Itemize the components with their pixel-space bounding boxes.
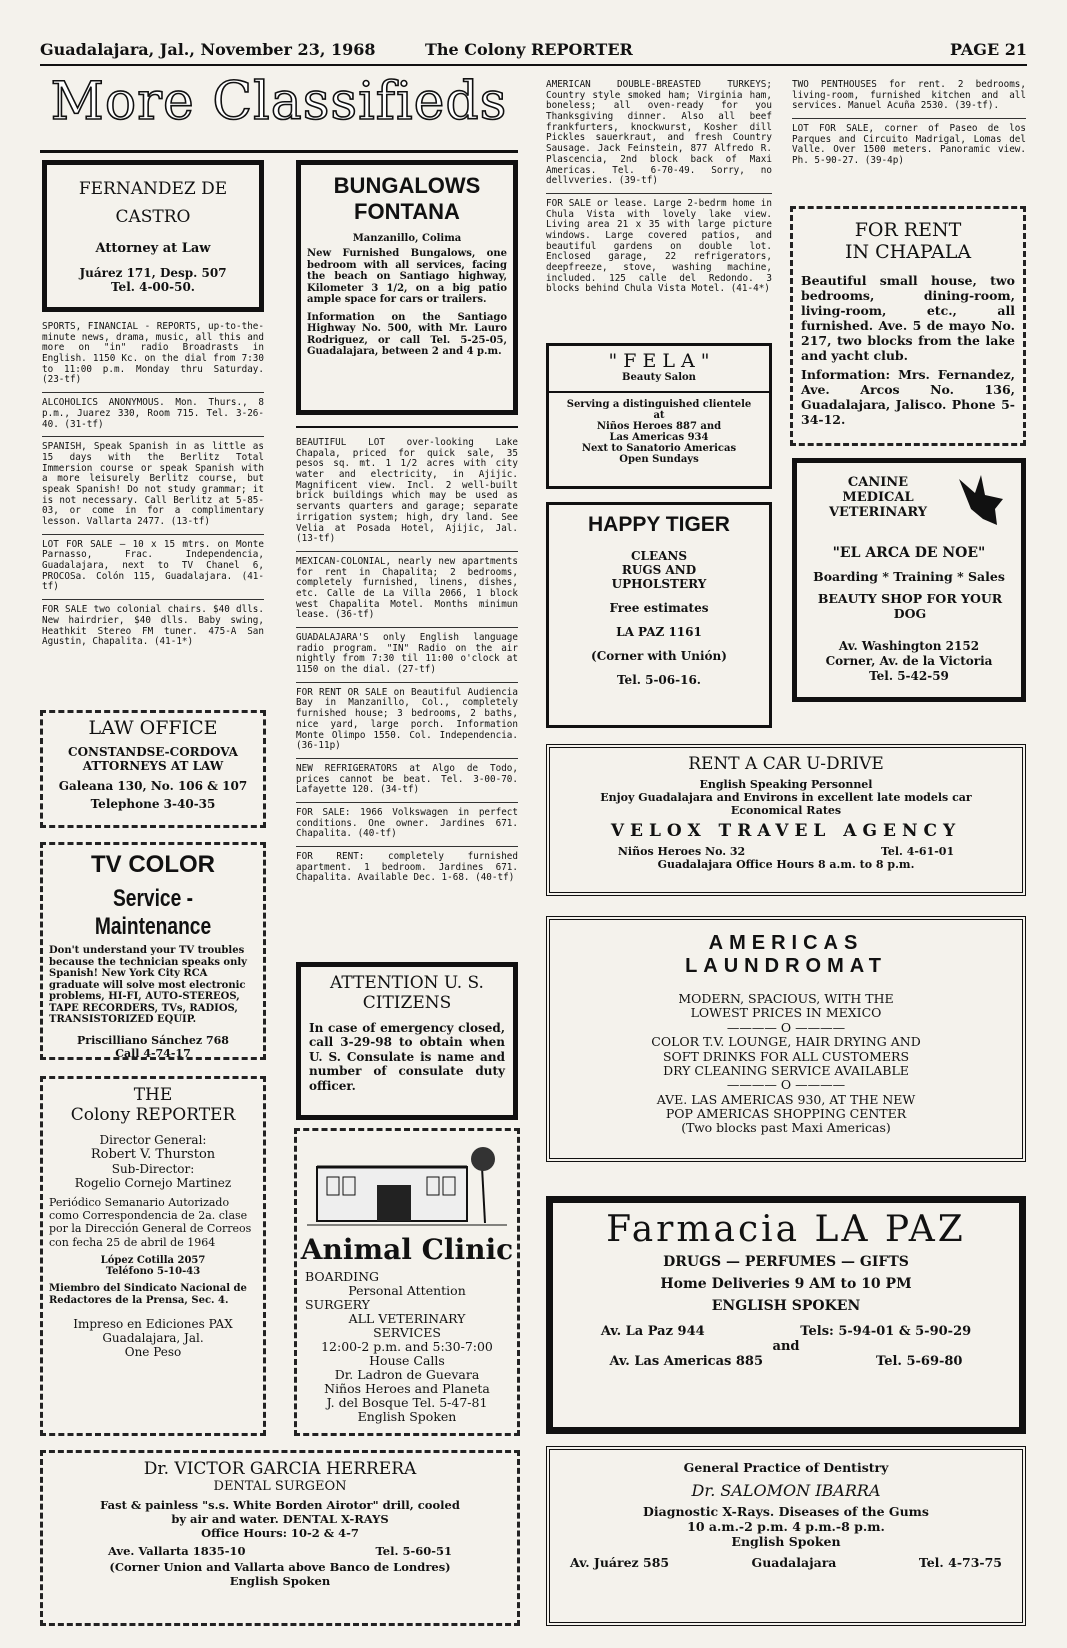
- farmacia-ad: [546, 1196, 1026, 1434]
- rentacar-agency: VELOX TRAVEL AGENCY: [610, 821, 962, 841]
- masthead-name: Colony REPORTER: [70, 1105, 236, 1125]
- animal-l2: Personal Attention: [348, 1283, 466, 1298]
- ibarra-addr: Av. Juárez 585: [570, 1555, 670, 1570]
- ibarra-l3: 10 a.m.-2 p.m. 4 p.m.-8 p.m.: [687, 1519, 885, 1534]
- animal-l1: BOARDING: [305, 1269, 379, 1284]
- divider: [42, 392, 264, 393]
- garcia-l2: by air and water. DENTAL X-RAYS: [171, 1512, 389, 1526]
- fela-serving: Serving a distinguished clientele: [566, 399, 752, 410]
- fela-ad: [546, 343, 772, 489]
- laundromat-o1: ———— O ————: [726, 1019, 846, 1035]
- farmacia-row1: [553, 1324, 1019, 1339]
- law-office-sub: ATTORNEYS AT LAW: [82, 759, 224, 773]
- classified-item: SPANISH, Speak Spanish in as little as 15 days with the Berlitz Total Immersion course or speak Spanish with a more leisurely Berlitz course, but speak Spanish! Do not study grammar; it is not necessary. Call Berlitz at 5-85-03, or come in for a complimentary lesson. Vallarta 2477. (13-tf): [42, 441, 264, 527]
- tiger-l2: RUGS AND: [621, 563, 697, 577]
- title-rule: [40, 150, 518, 153]
- classified-item: MEXICAN-COLONIAL, nearly new apartments for rent in Chapalita; 2 bedrooms, completely furnished, linens, dishes, etc. Calle de La Villa 2066, 1 block west Chapalita Motel. Months minimun lease. (36-tf): [296, 555, 518, 621]
- laundromat-l6: AVE. LAS AMERICAS 930, AT THE NEW: [656, 1091, 916, 1107]
- rentacar-hours: Guadalajara Office Hours 8 a.m. to 8 p.m.: [657, 858, 915, 871]
- divider: [296, 758, 518, 759]
- tv-name: Priscilliano Sánchez 768: [77, 1033, 229, 1047]
- divider: [296, 682, 518, 683]
- canine-addr: Av. Washington 2152: [838, 639, 980, 653]
- tiger-title: HAPPY TIGER: [588, 513, 730, 536]
- garcia-l3: Office Hours: 10-2 & 4-7: [201, 1526, 359, 1540]
- tiger-l6: (Corner with Unión): [591, 649, 727, 663]
- farmacia-t2: Tel. 5-69-80: [876, 1354, 963, 1369]
- divider: [42, 534, 264, 535]
- divider: [296, 627, 518, 628]
- animal-clinic-title: Animal Clinic: [300, 1233, 514, 1266]
- animal-l9: Niños Heroes and Planeta: [324, 1381, 490, 1396]
- ibarra-l4: English Spoken: [731, 1534, 841, 1549]
- laundromat-l1: MODERN, SPACIOUS, WITH THE: [678, 991, 894, 1006]
- laundromat-l5: DRY CLEANING SERVICE AVAILABLE: [663, 1062, 909, 1078]
- divider: [296, 802, 518, 803]
- bungalows-title2: FONTANA: [354, 199, 460, 224]
- ibarra-address-row: [550, 1549, 1022, 1570]
- law-office-title: LAW OFFICE: [88, 717, 218, 739]
- masthead-dir-name: Robert V. Thurston: [90, 1147, 216, 1162]
- masthead-address: López Cotilla 2057: [100, 1254, 206, 1266]
- header-page-number: PAGE 21: [950, 40, 1027, 59]
- fela-title: " F E L A ": [608, 350, 710, 372]
- garcia-name: Dr. VICTOR GARCIA HERRERA: [143, 1459, 417, 1479]
- classified-item: FOR RENT OR SALE on Beautiful Audiencia Bay in Manzanillo, Col., completely furnished house; 3 bedrooms, 2 baths, nice yard, large porch. Information Monte Olimpo 1550. Col. Independencia. (36-11p): [296, 686, 518, 752]
- masthead-city: Guadalajara, Jal.: [102, 1330, 204, 1345]
- divider: [296, 551, 518, 552]
- laundromat-l4: SOFT DRINKS FOR ALL CUSTOMERS: [662, 1048, 910, 1064]
- rentacar-l1: English Speaking Personnel: [699, 778, 873, 791]
- classified-item: AMERICAN DOUBLE-BREASTED TURKEYS; Country style smoked ham; Virginia ham, boneless; all oven-ready for you Thanksgiving dinner. Also all beef frankfurters, knockwurst, Kosher dill Pickles sauerkraut, and fresh Country Sausage. Jack Feinstein, 877 Alfredo R. Plascencia, 2nd block back of Maxi Americas. Tel. 6-70-49. Sorry, no dellvveries. (39-tf): [546, 79, 772, 187]
- masthead-the: THE: [133, 1085, 173, 1105]
- animal-l7: House Calls: [369, 1353, 445, 1368]
- farmacia-and: and: [772, 1339, 800, 1354]
- rentacar-address-row: [550, 845, 1022, 858]
- ibarra-city: Guadalajara: [751, 1555, 837, 1570]
- masthead-sub-label: Sub-Director:: [111, 1162, 195, 1176]
- header-dateline: Guadalajara, Jal., November 23, 1968: [40, 40, 376, 59]
- laundromat-l3: COLOR T.V. LOUNGE, HAIR DRYING AND: [651, 1034, 921, 1050]
- page-header: [40, 40, 1027, 66]
- fela-addr2: Las Americas 934: [609, 432, 709, 443]
- farmacia-a1: Av. La Paz 944: [600, 1324, 705, 1339]
- rentacar-title: RENT A CAR U-DRIVE: [688, 754, 884, 774]
- animal-l3: SURGERY: [305, 1297, 370, 1312]
- bungalows-body: New Furnished Bungalows, one bedroom with all services, facing the beach on Santiago highway, Kilometer 3 1/2, on a big patio ample space for cars or trailers.: [307, 248, 507, 305]
- animal-l11: English Spoken: [357, 1409, 457, 1424]
- chapala-body: Beautiful small house, two bedrooms, dining-room, living-room, etc., all furnished. Ave. 5 de mayo No. 217, two blocks from the lake and yacht club.: [801, 273, 1015, 363]
- clinic-building-illustration: [307, 1137, 507, 1231]
- classified-item: TWO PENTHOUSES for rent. 2 bedrooms, living-room, furnished kitchen and all services. Manuel Acuña 2530. (39-tf).: [792, 79, 1026, 112]
- tv-title: TV COLOR: [91, 851, 215, 878]
- canine-services: Boarding * Training * Sales: [813, 569, 1005, 584]
- chapala-info: Information: Mrs. Fernandez, Ave. Arcos No. 136, Guadalajara, Jalisco. Phone 5-34-12.: [801, 367, 1015, 427]
- masthead-miembro: Miembro del Sindicato Nacional de Redactores de la Prensa, Sec. 4.: [49, 1282, 247, 1306]
- tiger-l5: LA PAZ 1161: [616, 625, 702, 639]
- garcia-l1: Fast & painless "s.s. White Borden Airotor" drill, cooled: [100, 1498, 460, 1512]
- classified-item: FOR RENT: completely furnished apartment. 1 bedroom. Jardines 671. Chapalita. Available Dec. 1-68. (40-tf): [296, 851, 518, 884]
- divider: [296, 846, 518, 847]
- masthead-sub-name: Rogelio Cornejo Martinez: [74, 1176, 232, 1190]
- canine-corner: Corner, Av. de la Victoria: [825, 654, 993, 668]
- masthead-telefono: Teléfono 5-10-43: [105, 1265, 201, 1277]
- law-office-firm: CONSTANDSE-CORDOVA: [68, 745, 238, 759]
- laundromat-l8: (Two blocks past Maxi Americas): [681, 1120, 891, 1136]
- garcia-tel: Tel. 5-60-51: [375, 1544, 453, 1558]
- attention-title1: ATTENTION U. S.: [330, 973, 484, 993]
- laundromat-ad: [546, 916, 1026, 1162]
- laundromat-l7: POP AMERICAS SHOPPING CENTER: [665, 1106, 907, 1121]
- laundromat-o2: ———— O ————: [726, 1077, 846, 1093]
- classified-item: BEAUTIFUL LOT over-looking Lake Chapala, priced for quick sale, 35 pesos sq. mt. 1 1/2 acres with city water and electricity, in Ajijic. Magnificent view. Incl. 2 well-built brick buildings which may be used as servants quarters and garage; separate irrigation system; high, dry land. See Velia at Posada Hotel, Ajijic, Jal. (13-tf): [296, 437, 518, 545]
- garcia-ad: [40, 1450, 520, 1626]
- farmacia-title: Farmacia LA PAZ: [606, 1209, 966, 1250]
- ibarra-tel: Tel. 4-73-75: [918, 1555, 1002, 1570]
- col2-classifieds: [296, 438, 518, 890]
- divider: [296, 426, 518, 428]
- tv-color-ad: [40, 842, 266, 1060]
- garcia-corner: (Corner Union and Vallarta above Banco de Londres): [109, 1560, 451, 1574]
- classified-item: SPORTS, FINANCIAL - REPORTS, up-to-the-minute news, drama, music, all this and more on "in" radio Broadrasts in English. 1150 Kc. on the dial from 7:30 to 11:00 p.m. Monday thru Saturday. (23-tf): [42, 321, 264, 386]
- classified-item: LOT FOR SALE — 10 x 15 mtrs. on Monte Parnasso, Frac. Independencia, Guadalajara, next to TV Chanel 6, PROCOSa. Colón 115, Guadalajara. (41-tf): [42, 538, 264, 593]
- canine-tel: Tel. 5-42-59: [869, 669, 949, 683]
- col3-classifieds: [546, 80, 772, 301]
- bungalows-info: Information on the Santiago Highway No. 500, with Mr. Lauro Rodriguez, or call Tel. 5-25-05, Guadalajara, between 2 and 4 p.m.: [307, 311, 507, 357]
- classified-item: FOR SALE: 1966 Volkswagen in perfect conditions. One owner. Jardines 671. Chapalita. (40-tf): [296, 806, 518, 840]
- masthead-price: One Peso: [124, 1344, 182, 1359]
- farmacia-row2: [553, 1354, 1019, 1369]
- section-title: More Classifieds: [50, 72, 508, 132]
- rentacar-addr: Niños Heroes No. 32: [617, 845, 746, 858]
- divider: [549, 391, 769, 393]
- classified-item: LOT FOR SALE, corner of Paseo de los Parques and Circuito Madrigal, Lomas del Valle. Over 1500 meters. Panoramic view. Ph. 5-90-27. (39-4p): [792, 123, 1026, 167]
- bungalows-title1: BUNGALOWS: [333, 173, 481, 198]
- fernandez-name2: CASTRO: [115, 207, 191, 227]
- classified-item: GUADALAJARA'S only English language radio program. "IN" Radio on the air nightly from 7:30 til 11:00 o'clock at 1150 on the dial. (27-tf): [296, 632, 518, 676]
- laundromat-l2: LOWEST PRICES IN MEXICO: [690, 1005, 882, 1021]
- classified-item: NEW REFRIGERATORS at Algo de Todo, prices cannot be beat. Tel. 3-00-70. Lafayette 120. (34-tf): [296, 762, 518, 796]
- bungalows-place: Manzanillo, Colima: [352, 233, 462, 244]
- fernandez-tel: Tel. 4-00-50.: [111, 280, 195, 294]
- chapala-ad: [790, 206, 1026, 446]
- canine-ad: [792, 458, 1026, 702]
- dog-head-icon: [951, 469, 1011, 529]
- chapala-title2: IN CHAPALA: [844, 241, 972, 263]
- rentacar-tel: Tel. 4-61-01: [880, 845, 955, 858]
- masthead-box: [40, 1076, 266, 1436]
- tiger-l7: Tel. 5-06-16.: [617, 673, 701, 687]
- tiger-l3: UPHOLSTERY: [611, 577, 707, 591]
- farmacia-t1: Tels: 5-94-01 & 5-90-29: [800, 1324, 972, 1339]
- fela-at: at: [653, 410, 665, 421]
- fernandez-name1: FERNANDEZ DE: [78, 179, 228, 199]
- animal-l5: SERVICES: [373, 1325, 441, 1340]
- law-office-phone: Telephone 3-40-35: [90, 797, 216, 811]
- ibarra-name: Dr. SALOMON IBARRA: [691, 1481, 881, 1500]
- tv-sub: Service - Maintenance: [94, 885, 212, 940]
- animal-clinic-ad: [294, 1128, 520, 1436]
- rentacar-l3: Economical Rates: [730, 804, 842, 817]
- attention-body: In case of emergency closed, call 3-29-98 to obtain when U. S. Consulate is name and number of consulate duty officer.: [309, 1021, 505, 1093]
- fernandez-address: Juárez 171, Desp. 507: [79, 266, 227, 280]
- laundromat-body: [550, 992, 1022, 1136]
- tv-body: Don't understand your TV troubles because the technician speaks only Spanish! New York City RCA graduate will solve most electronic problems, HI-FI, AUTO-STEREOS, TAPE RECORDERS, TVs, RADIOS, TRANSISTORIZED EQUIP.: [49, 945, 247, 1025]
- tiger-l4: Free estimates: [609, 601, 709, 615]
- canine-t1: CANINE: [847, 475, 909, 490]
- masthead-impreso: Impreso en Ediciones PAX: [73, 1316, 233, 1331]
- animal-l6: 12:00-2 p.m. and 5:30-7:00: [321, 1339, 493, 1354]
- rent-a-car-ad: [546, 744, 1026, 896]
- attention-title2: CITIZENS: [362, 993, 452, 1013]
- ibarra-ad: [546, 1446, 1026, 1626]
- classified-item: FOR SALE two colonial chairs. $40 dlls. New hairdrier, $40 dlls. Baby swing, Heathkit Stereo FM tuner. 475-A San Agustin, Chapalita. (41-1*): [42, 604, 264, 648]
- laundromat-t1: AMERICAS: [708, 932, 864, 954]
- animal-l8: Dr. Ladron de Guevara: [334, 1367, 480, 1382]
- garcia-address-row: [43, 1544, 517, 1558]
- farmacia-l3: ENGLISH SPOKEN: [711, 1298, 861, 1314]
- ibarra-l2: Diagnostic X-Rays. Diseases of the Gums: [643, 1504, 929, 1519]
- masthead-periodico: Periódico Semanario Autorizado como Correspondencia de 2a. clase por la Dirección General de Correos con fecha 25 de abril de 1964: [49, 1196, 252, 1249]
- fernandez-role: Attorney at Law: [95, 241, 211, 256]
- bungalows-ad: [296, 160, 518, 415]
- fela-sub: Beauty Salon: [622, 372, 696, 383]
- attention-ad: [296, 962, 518, 1120]
- header-paper-name: The Colony REPORTER: [425, 40, 633, 59]
- rentacar-l2: Enjoy Guadalajara and Environs in excellent late models car: [600, 791, 972, 804]
- fela-open: Open Sundays: [619, 454, 699, 465]
- farmacia-l2: Home Deliveries 9 AM to 10 PM: [660, 1276, 912, 1292]
- animal-clinic-details: [297, 1266, 517, 1424]
- fela-addr1: Niños Heroes 887 and: [596, 421, 722, 432]
- law-office-ad: [40, 710, 266, 828]
- law-office-address: Galeana 130, No. 106 & 107: [58, 779, 248, 793]
- section-title-wrap: [40, 72, 518, 152]
- canine-t3: VETERINARY: [828, 505, 928, 520]
- col1-classifieds: [42, 322, 264, 654]
- farmacia-l1: DRUGS — PERFUMES — GIFTS: [663, 1254, 909, 1270]
- laundromat-t2: LAUNDROMAT: [685, 955, 887, 977]
- masthead-dir-label: Director General:: [99, 1133, 207, 1147]
- animal-l4: ALL VETERINARY: [348, 1311, 466, 1326]
- col4-classifieds: [792, 80, 1026, 173]
- fernandez-ad: [42, 160, 264, 312]
- divider: [42, 599, 264, 600]
- tv-call: Call 4-74-17: [115, 1046, 191, 1060]
- chapala-title1: FOR RENT: [854, 219, 962, 241]
- farmacia-a2: Av. Las Americas 885: [609, 1354, 763, 1369]
- divider: [792, 118, 1026, 119]
- canine-name: "EL ARCA DE NOE": [832, 545, 986, 561]
- header-rule: [40, 64, 1027, 66]
- tiger-l1: CLEANS: [630, 549, 688, 563]
- canine-heading: [803, 475, 953, 520]
- garcia-english: English Spoken: [229, 1574, 331, 1588]
- garcia-title: DENTAL SURGEON: [213, 1479, 347, 1494]
- canine-t2: MEDICAL: [842, 490, 914, 505]
- classified-item: ALCOHOLICS ANONYMOUS. Mon. Thurs., 8 p.m., Juarez 330, Room 715. Tel. 3-26-40. (31-tf): [42, 397, 264, 430]
- animal-l10: J. del Bosque Tel. 5-47-81: [326, 1395, 488, 1410]
- fela-next: Next to Sanatorio Americas: [581, 443, 737, 454]
- ibarra-l1: General Practice of Dentistry: [683, 1460, 889, 1475]
- divider: [546, 193, 772, 194]
- garcia-addr: Ave. Vallarta 1835-10: [107, 1544, 246, 1558]
- divider: [42, 436, 264, 437]
- classified-item: FOR SALE or lease. Large 2-bedrm home in Chula Vista with lovely lake view. Living area 21 x 35 with large picture windows. Large covered patios, and beautiful gardens on double lot. Enclosed garage, 22 refrigerators, deepfreeze, stove, washing machine, included. 125 calle del Redondo. 3 blocks behind Chula Vista Motel. (41-4*): [546, 197, 772, 295]
- happy-tiger-ad: [546, 502, 772, 728]
- canine-beauty: BEAUTY SHOP FOR YOUR DOG: [817, 591, 1003, 621]
